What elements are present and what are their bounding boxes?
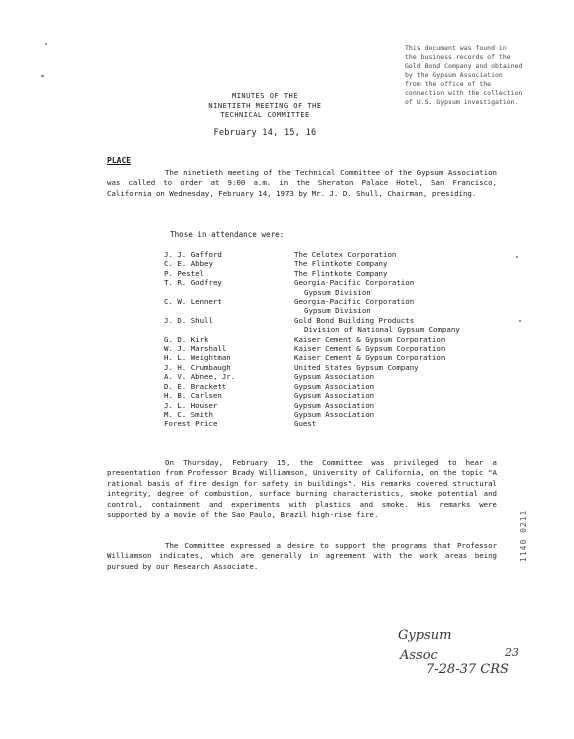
document-side-number: 1140 0211: [519, 509, 528, 562]
organization-division: Gypsum Division: [304, 287, 371, 297]
stamp-line: Gold Bond Company and obtained: [405, 62, 523, 70]
attendee-name: H. B. Carlsen: [164, 391, 222, 401]
attendee-name: T. R. Godfrey: [164, 278, 222, 288]
attendee-organization: [294, 316, 494, 335]
attendee-organization: [294, 353, 494, 362]
organization-name: Georgia-Pacific Corporation: [294, 297, 415, 307]
organization-name: Gypsum Association: [294, 409, 375, 419]
attendee-name: C. E. Abbey: [164, 259, 213, 269]
organization-name: Gold Bond Building Products: [294, 315, 415, 325]
attendee-name: P. Pestel: [164, 268, 205, 278]
intro-paragraph: [107, 168, 497, 199]
attendee-organization: [294, 382, 494, 391]
intro-text: The ninetieth meeting of the Technical Committee of the Gypsum Association was called to order at 9:00 a.m. in the Sheraton Palace Hotel, San Francisco, California on Wednesday, February 14, 1973 by Mr. J. D. Shull, Chairman, presiding.: [107, 168, 497, 198]
scan-speck: [519, 320, 521, 322]
stamp-line: by the Gypsum Association: [405, 71, 503, 79]
attendee-name: D. E. Brackett: [164, 381, 227, 391]
attendee-row: [164, 250, 494, 259]
attendee-row: [164, 269, 494, 278]
stamp-line: of U.S. Gypsum investigation.: [405, 98, 519, 106]
attendee-row: [164, 344, 494, 353]
attendee-name: G. D. Kirk: [164, 334, 209, 344]
meeting-dates: February 14, 15, 16: [213, 128, 317, 138]
organization-name: Gypsum Association: [294, 381, 375, 391]
organization-name: The Flintkote Company: [294, 268, 388, 278]
attendee-organization: [294, 401, 494, 410]
organization-name: Kaiser Cement & Gypsum Corporation: [294, 353, 446, 363]
attendee-name: Forest Price: [164, 419, 218, 429]
attendee-organization: [294, 269, 494, 278]
header-line: MINUTES OF THE: [231, 92, 298, 100]
scan-speck: [516, 256, 518, 258]
attendee-name: J. J. Gafford: [164, 250, 222, 259]
stamp-line: This document was found in: [405, 44, 507, 52]
attendee-organization: [294, 344, 494, 353]
attendee-name: C. W. Lennert: [164, 297, 222, 307]
attendee-row: [164, 382, 494, 391]
attendee-organization: [294, 259, 494, 268]
attendee-organization: [294, 335, 494, 344]
attendee-row: [164, 278, 494, 297]
organization-division: Division of National Gypsum Company: [304, 325, 460, 335]
stamp-line: from the office of the: [405, 80, 492, 88]
organization-name: United States Gypsum Company: [294, 362, 419, 372]
attendee-row: [164, 297, 494, 316]
attendee-organization: [294, 278, 494, 297]
attendee-row: [164, 401, 494, 410]
organization-name: Gypsum Association: [294, 372, 375, 382]
attendee-name: J. L. Houser: [164, 400, 218, 410]
stamp-line: connection with the collection: [405, 89, 523, 97]
organization-name: The Flintkote Company: [294, 259, 388, 269]
attendee-organization: [294, 297, 494, 316]
minutes-header: [180, 92, 350, 121]
attendee-organization: [294, 419, 494, 428]
section-heading-place: PLACE: [107, 156, 132, 165]
scan-speck: [41, 75, 44, 77]
attendee-row: [164, 391, 494, 400]
attendee-organization: [294, 250, 494, 259]
organization-name: Kaiser Cement & Gypsum Corporation: [294, 334, 446, 344]
attendee-organization: [294, 410, 494, 419]
attendee-name: J. D. Shull: [164, 315, 213, 325]
attendee-organization: [294, 363, 494, 372]
header-line: NINETIETH MEETING OF THE: [208, 101, 322, 110]
organization-name: The Celotex Corporation: [294, 250, 397, 259]
organization-name: Gypsum Association: [294, 400, 375, 410]
handwritten-note-line3: 7-28-37 CRS: [426, 662, 509, 677]
handwritten-mark: 23: [505, 646, 519, 659]
attendee-row: [164, 316, 494, 335]
attendee-row: [164, 259, 494, 268]
organization-division: Gypsum Division: [304, 306, 371, 316]
handwritten-note-line1: Gypsum: [398, 628, 452, 643]
attendee-row: [164, 410, 494, 419]
attendance-intro: Those in attendance were:: [170, 230, 285, 239]
header-line: TECHNICAL COMMITTEE: [220, 111, 310, 119]
attendee-organization: [294, 372, 494, 381]
organization-name: Guest: [294, 419, 317, 429]
attendee-name: A. V. Abnee, Jr.: [164, 372, 236, 382]
attendee-row: [164, 353, 494, 362]
archive-stamp: [405, 44, 555, 107]
attendee-row: [164, 372, 494, 381]
attendee-name: H. L. Weightman: [164, 353, 231, 363]
attendee-row: [164, 363, 494, 372]
thursday-paragraph: [107, 458, 497, 520]
attendee-name: J. H. Crumbaugh: [164, 362, 231, 372]
attendee-name: W. J. Marshall: [164, 344, 227, 354]
attendee-name: M. C. Smith: [164, 409, 213, 419]
attendee-row: [164, 419, 494, 428]
attendee-organization: [294, 391, 494, 400]
organization-name: Gypsum Association: [294, 391, 375, 401]
stamp-line: the business records of the: [405, 53, 511, 61]
attendee-row: [164, 335, 494, 344]
scan-speck: [45, 43, 47, 45]
organization-name: Kaiser Cement & Gypsum Corporation: [294, 344, 446, 354]
support-text: The Committee expressed a desire to support the programs that Professor Williamson indicates, which are generally in agreement with the work areas being pursued by our Research Associate.: [107, 541, 497, 571]
support-paragraph: [107, 541, 497, 572]
thursday-text: On Thursday, February 15, the Committee was privileged to hear a presentation from Professor Brady Williamson, University of California, on the topic "A rational basis of fire design for safety in buildings". His remarks covered structural integrity, degree of combustion, surface burning characteristics, smoke potential and control, containment and experiments with plastics and smoke. His remarks were supported by a movie of the Sao Paulo, Brazil high-rise fire.: [107, 458, 497, 520]
organization-name: Georgia-Pacific Corporation: [294, 278, 415, 288]
attendees-table: [164, 250, 494, 429]
handwritten-note-line2: Assoc: [400, 648, 438, 663]
